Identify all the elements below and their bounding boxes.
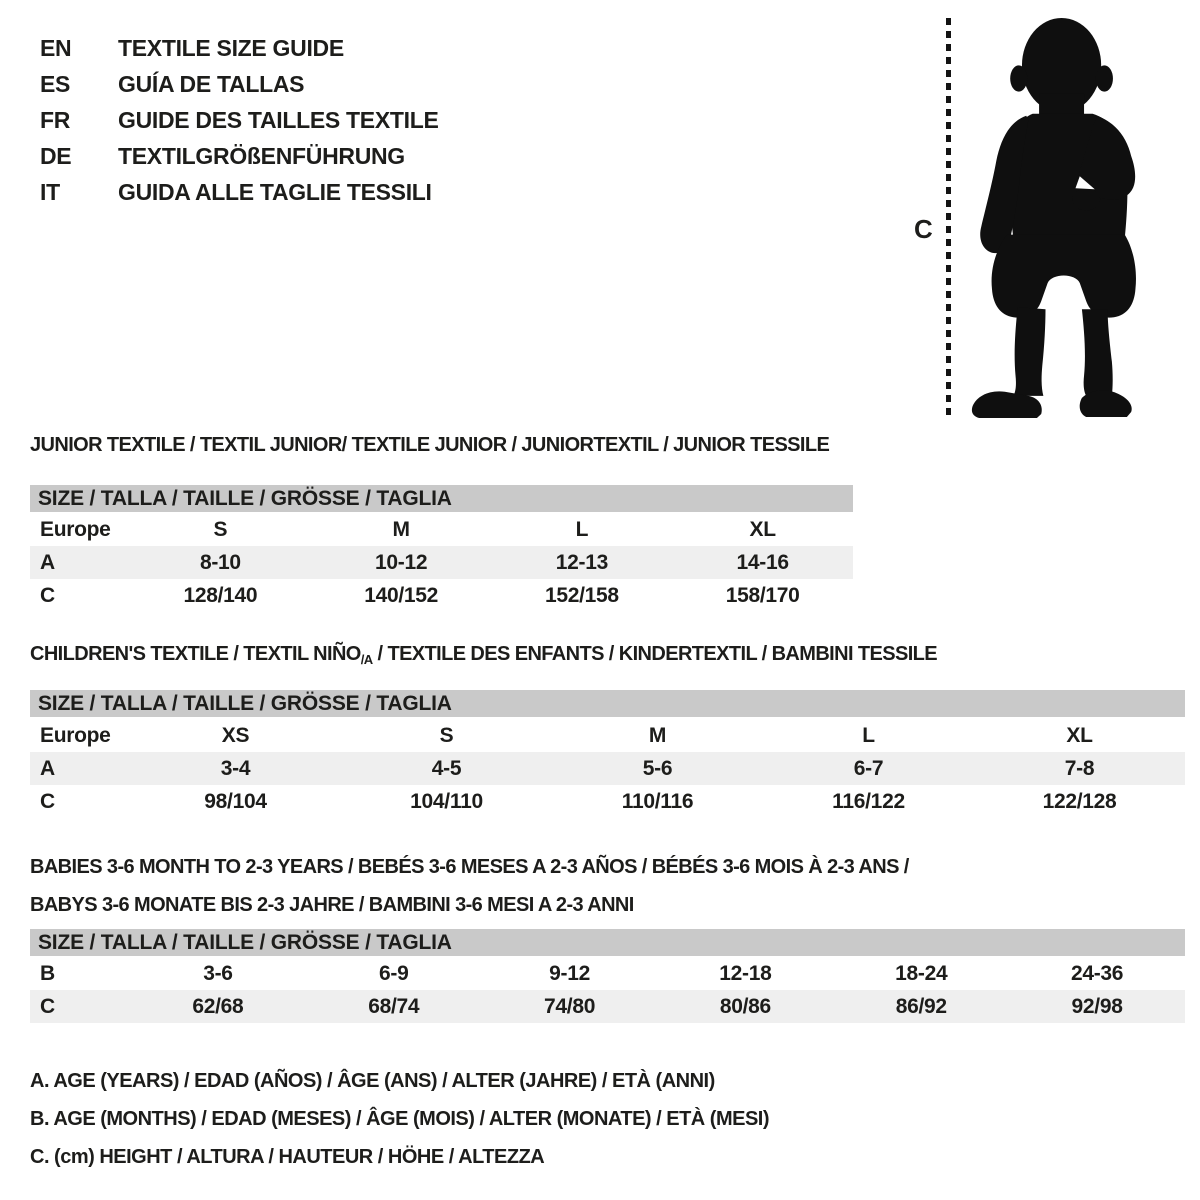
language-code: DE [40,142,72,169]
size-column: XL [1066,723,1093,747]
language-code: FR [40,106,71,133]
children-size-header-bar: SIZE / TALLA / TAILLE / GRÖSSE / TAGLIA [30,690,1185,717]
children-section-title [30,643,937,667]
babies-row-height [30,990,1185,1023]
cell-value: 10-12 [375,550,428,574]
cell-value: 92/98 [1071,994,1123,1018]
row-label: C [40,994,55,1018]
row-label: A [40,550,55,574]
legend-line-b: B. AGE (MONTHS) / EDAD (MESES) / ÂGE (MOIS) / ALTER (MONATE) / ETÀ (MESI) [30,1108,770,1130]
legend-line-c: C. (cm) HEIGHT / ALTURA / HAUTEUR / HÖHE / ALTEZZA [30,1146,545,1168]
babies-row-months [30,957,1185,990]
cell-value: 104/110 [410,789,483,813]
cell-value: 14-16 [736,550,789,574]
size-column: S [439,723,454,747]
row-label: B [40,961,55,985]
children-row-age [30,752,1185,785]
row-label: C [40,583,55,607]
cell-value: 122/128 [1042,789,1117,813]
language-title: GUIDA ALLE TAGLIE TESSILI [118,178,432,205]
language-row-es [40,66,439,102]
cell-value: 7-8 [1064,756,1095,780]
cell-value: 98/104 [204,789,267,813]
language-row-de [40,138,439,174]
cell-value: 6-7 [853,756,884,780]
language-title: GUÍA DE TALLAS [118,70,305,97]
junior-row-age [30,546,853,579]
babies-title-line2: BABYS 3-6 MONATE BIS 2-3 JAHRE / BAMBINI 3-6 MESI A 2-3 ANNI [30,894,634,916]
cell-value: 9-12 [549,961,590,985]
cell-value: 5-6 [642,756,673,780]
language-row-fr [40,102,439,138]
babies-size-header-bar: SIZE / TALLA / TAILLE / GRÖSSE / TAGLIA [30,929,1185,956]
cell-value: 6-9 [379,961,409,985]
junior-section-title: JUNIOR TEXTILE / TEXTIL JUNIOR/ TEXTILE JUNIOR / JUNIORTEXTIL / JUNIOR TESSILE [30,434,830,456]
region-label: Europe [40,517,111,541]
cell-value: 110/116 [621,789,694,813]
babies-section-title [30,848,909,924]
children-title-sub: /A [360,652,373,667]
cell-value: 18-24 [895,961,948,985]
language-title: GUIDE DES TAILLES TEXTILE [118,106,439,133]
cell-value: 12-18 [719,961,772,985]
cell-value: 24-36 [1070,961,1124,985]
junior-columns-row [30,513,853,546]
height-measure-figure [900,10,1160,425]
height-measure-label: C [914,214,933,244]
row-label: C [40,789,55,813]
language-code: EN [40,34,72,61]
language-title: TEXTILGRÖßENFÜHRUNG [118,142,405,169]
language-code: IT [40,178,60,205]
cell-value: 3-6 [203,961,233,985]
language-title: TEXTILE SIZE GUIDE [118,34,344,61]
cell-value: 140/152 [364,583,439,607]
cell-value: 4-5 [431,756,462,780]
toddler-silhouette-icon [962,15,1144,418]
children-row-height [30,785,1185,818]
children-title-prefix: CHILDREN'S TEXTILE / TEXTIL NIÑO [30,643,361,665]
cell-value: 74/80 [544,994,596,1018]
size-column: L [862,723,875,747]
legend [30,1062,769,1176]
size-column: XS [221,723,250,747]
size-column: M [392,517,410,541]
cell-value: 80/86 [719,994,771,1018]
cell-value: 152/158 [544,583,619,607]
size-column: S [213,517,228,541]
region-label: Europe [40,723,111,747]
cell-value: 68/74 [368,994,420,1018]
legend-line-a: A. AGE (YEARS) / EDAD (AÑOS) / ÂGE (ANS) / ALTER (JAHRE) / ETÀ (ANNI) [30,1070,715,1092]
cell-value: 158/170 [725,583,800,607]
cell-value: 86/92 [895,994,947,1018]
language-row-en [40,30,439,66]
language-row-it [40,174,439,210]
height-dashed-line [946,18,951,418]
row-label: A [40,756,55,780]
size-column: L [575,517,589,541]
children-columns-row [30,719,1185,752]
language-title-list [40,30,439,210]
junior-row-height [30,579,853,612]
babies-title-line1: BABIES 3-6 MONTH TO 2-3 YEARS / BEBÉS 3-6 MESES A 2-3 AÑOS / BÉBÉS 3-6 MOIS À 2-3 ANS / [30,856,909,878]
cell-value: 3-4 [220,756,251,780]
cell-value: 116/122 [832,789,905,813]
cell-value: 62/68 [192,994,244,1018]
size-column: M [648,723,667,747]
cell-value: 128/140 [183,583,258,607]
junior-size-header-bar: SIZE / TALLA / TAILLE / GRÖSSE / TAGLIA [30,485,853,512]
size-column: XL [749,517,776,541]
language-code: ES [40,70,71,97]
children-title-suffix: / TEXTILE DES ENFANTS / KINDERTEXTIL / BAMBINI TESSILE [372,643,938,665]
cell-value: 12-13 [555,550,608,574]
cell-value: 8-10 [199,550,241,574]
